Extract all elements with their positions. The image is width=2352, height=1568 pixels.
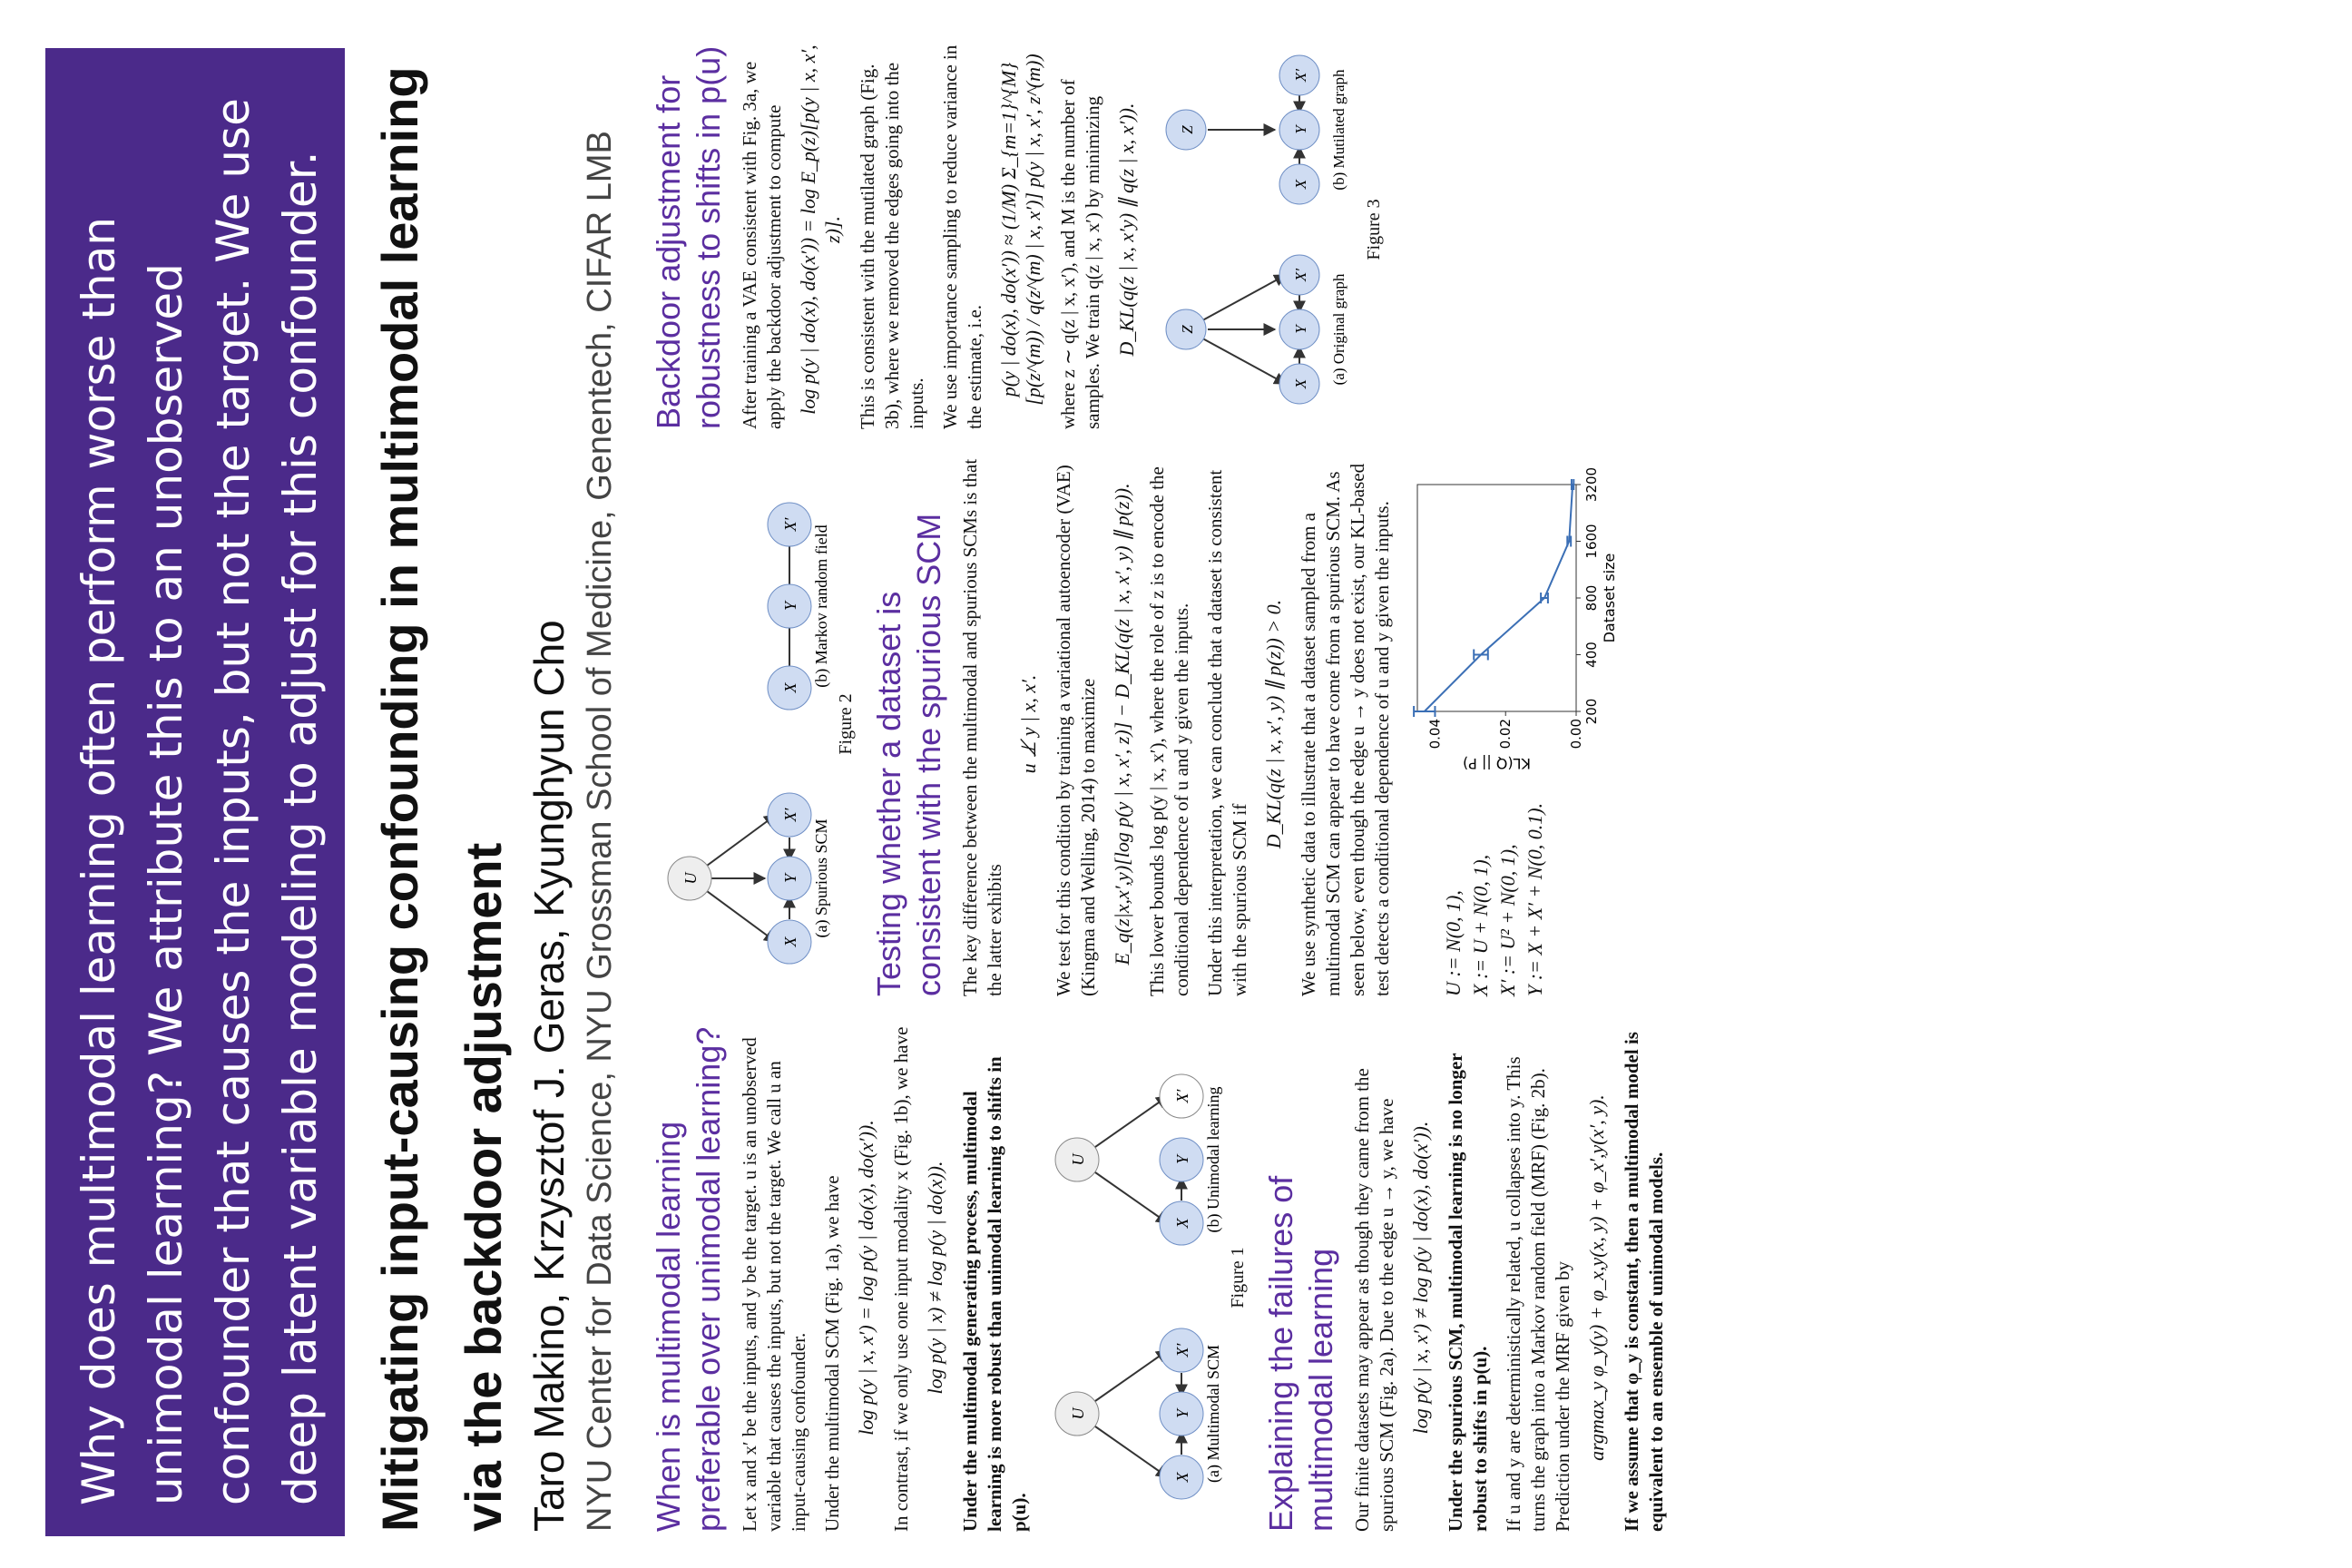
node-label: X bbox=[1173, 1472, 1191, 1483]
figure-caption: Figure 2 bbox=[836, 693, 856, 755]
node-label: Y bbox=[781, 601, 799, 612]
paragraph: We use synthetic data to illustrate that a dataset sampled from a multimodal SCM can appear to have come from a spurious SCM. As seen below, even though the edge u → y does not exist, our KL-based test detects a conditional dependence of u and y given the inputs. bbox=[1298, 463, 1393, 996]
kl-chart bbox=[1404, 466, 1631, 775]
section-title-multimodal-preferable: When is multimodal learning preferable over unimodal learning? bbox=[650, 1026, 727, 1532]
section-title-backdoor: Backdoor adjustment for robustness to shifts in p(u) bbox=[650, 45, 727, 429]
node-label: Y bbox=[1292, 325, 1309, 334]
y-tick-label: 0.02 bbox=[1497, 719, 1514, 750]
paragraph: This lower bounds log p(y | x, x′), where the role of z is to encode the conditional dependence of u and y given the inputs. bbox=[1146, 466, 1192, 996]
figure-1 bbox=[1041, 1024, 1250, 1532]
banner-text: Why does multimodal learning often perform worse than unimodal learning? We attribute this to an unobserved confounder that causes the inputs, but not the target. We use deep latent variable modeling to adjust for this confounder. bbox=[73, 98, 327, 1505]
equation: u ⊥̸ y | x, x′. bbox=[1017, 674, 1040, 774]
series-line bbox=[1425, 485, 1573, 711]
plot-frame bbox=[1417, 485, 1576, 711]
node-label: Y bbox=[1173, 1408, 1191, 1419]
subfigure-caption: (a) Multimodal SCM bbox=[1204, 1345, 1222, 1483]
y-tick-label: 0.00 bbox=[1568, 719, 1584, 750]
x-tick-label: 800 bbox=[1583, 584, 1600, 612]
node-label: X′ bbox=[1292, 68, 1309, 83]
equation: log p(y | do(x), do(x′)) = log E_p(z)[p(y | x, x′, z)]. bbox=[797, 44, 844, 415]
equation: D_KL(q(z | x, x′y) ∥ q(z | x, x′)). bbox=[1115, 103, 1138, 357]
x-axis-label: Dataset size bbox=[1601, 553, 1618, 643]
x-tick-label: 3200 bbox=[1583, 466, 1600, 503]
paragraph: This is consistent with the mutilated graph (Fig. 3b), where we removed the edges going into the inputs. bbox=[857, 62, 927, 429]
subfigure-caption: (b) Markov random field bbox=[812, 524, 830, 688]
node-label: X′ bbox=[781, 808, 799, 822]
equation: argmax_y φ_y(y) + φ_x,y(x, y) + φ_x′,y(x′, y). bbox=[1585, 1094, 1608, 1461]
paragraph: After training a VAE consistent with Fig. 3a, we apply the backdoor adjustment to compute bbox=[739, 61, 785, 429]
subfigure-caption: (b) Mutilated graph bbox=[1330, 69, 1348, 191]
figure-1-graphs bbox=[1041, 1024, 1222, 1532]
node-label: Z bbox=[1179, 125, 1196, 134]
section-title-failures: Explaining the failures of multimodal learning bbox=[1262, 1175, 1339, 1532]
y-tick-label: 0.04 bbox=[1426, 719, 1444, 750]
scm-equations bbox=[1404, 788, 1549, 996]
figure-3-graphs bbox=[1150, 30, 1358, 429]
equation: D_KL(q(z | x, x′, y) ∥ p(z)) > 0. bbox=[1262, 599, 1285, 849]
paragraph: Let x and x′ be the inputs, and y be the target. u is an unobserved variable that causes the inputs, but not the target. We call u an input-causing confounder. bbox=[739, 1037, 809, 1532]
scm-line: Y := X + X′ + N(0, 0.1). bbox=[1524, 802, 1546, 996]
equation: log p(y | x, x′) ≠ log p(y | do(x), do(x′)). bbox=[1409, 1121, 1432, 1435]
node-label: X′ bbox=[1173, 1343, 1191, 1357]
node-label: X bbox=[1292, 179, 1309, 190]
paragraph: We use importance sampling to reduce variance in the estimate, i.e. bbox=[939, 44, 985, 429]
column-2 bbox=[649, 452, 1631, 996]
paragraph: Under this interpretation, we can conclude that a dataset is consistent with the spurious SCM if bbox=[1204, 469, 1250, 996]
node-label: X′ bbox=[1292, 268, 1309, 282]
node-label: U bbox=[1069, 1407, 1087, 1420]
equation: log p(y | x) ≠ log p(y | do(x)). bbox=[924, 1161, 946, 1395]
paper-title: Mitigating input-causing confounding in multimodal learning via the backdoor adjustment bbox=[371, 66, 512, 1532]
node-label: Y bbox=[1292, 125, 1309, 134]
x-tick-label: 200 bbox=[1583, 698, 1600, 725]
node-label: X bbox=[781, 682, 799, 693]
column-1 bbox=[649, 1024, 1678, 1532]
node-label: U bbox=[1069, 1153, 1087, 1166]
subfigure-caption: (a) Spurious SCM bbox=[812, 818, 830, 938]
summary-banner bbox=[45, 48, 345, 1536]
subfigure-caption: (a) Original graph bbox=[1330, 273, 1348, 386]
column-3 bbox=[649, 30, 1397, 429]
node-label: Y bbox=[781, 873, 799, 884]
node-label: X′ bbox=[781, 517, 799, 532]
figure-3 bbox=[1150, 30, 1387, 429]
equation: E_q(z|x,x′,y)[log p(y | x, x′, z)] − D_KL(q(z | x, x′, y) ∥ p(z)). bbox=[1111, 483, 1133, 965]
paragraph: The key difference between the multimodal and spurious SCMs is that the latter exhibits bbox=[959, 458, 1005, 996]
paragraph: If u and y are deterministically related, u collapses into y. This turns the graph into a Markov random field (MRF) (Fig. 2b). Prediction under the MRF given by bbox=[1503, 1056, 1573, 1532]
figure-caption: Figure 1 bbox=[1228, 1247, 1248, 1308]
key-statement: Under the spurious SCM, multimodal learning is no longer robust to shifts in p(u). bbox=[1445, 1053, 1491, 1532]
paragraph: Under the multimodal SCM (Fig. 1a), we have bbox=[821, 1175, 843, 1532]
figure-2-graphs bbox=[658, 452, 830, 996]
node-label: U bbox=[681, 872, 700, 885]
section-title-testing: Testing whether a dataset is consistent with the spurious SCM bbox=[870, 513, 947, 996]
author-list: Taro Makino, Krzysztof J. Geras, Kyunghyun Cho bbox=[525, 620, 573, 1532]
equation: p(y | do(x), do(x′)) ≈ (1/M) Σ_{m=1}^{M} [p(z^(m)) / q(z^(m) | x, x′)] p(y | x, x′, z^(m)) bbox=[997, 54, 1044, 406]
paragraph: where z ∼ q(z | x, x′), and M is the number of samples. We train q(z | x, x′) by minimizing bbox=[1057, 79, 1103, 429]
node-label: X bbox=[781, 936, 799, 947]
scm-line: X′ := U² + N(0, 1), bbox=[1496, 844, 1519, 996]
node-label: Z bbox=[1179, 325, 1196, 334]
x-tick-label: 400 bbox=[1583, 642, 1600, 668]
equation: log p(y | x, x′) = log p(y | do(x), do(x′)). bbox=[855, 1120, 877, 1436]
node-label: X bbox=[1292, 378, 1309, 389]
scm-line: X := U + N(0, 1), bbox=[1469, 854, 1492, 996]
affiliations: NYU Center for Data Science, NYU Grossman School of Medicine, Genentech, CIFAR LMB bbox=[581, 131, 619, 1532]
paragraph: Our finite datasets may appear as though they came from the spurious SCM (Fig. 2a). Due to the edge u → y, we have bbox=[1351, 1068, 1397, 1532]
key-statement: If we assume that φ_y is constant, then a multimodal model is equivalent to an ensemble of unimodal models. bbox=[1621, 1032, 1667, 1532]
figure-caption: Figure 3 bbox=[1364, 199, 1384, 260]
node-label: Y bbox=[1173, 1154, 1191, 1165]
paragraph: We test for this condition by training a variational autoencoder (VAE) (Kingma and Welling, 2014) to maximize bbox=[1053, 465, 1099, 996]
paragraph: In contrast, if we only use one input modality x (Fig. 1b), we have bbox=[890, 1026, 912, 1532]
x-tick-label: 1600 bbox=[1583, 524, 1600, 559]
node-label: X′ bbox=[1173, 1089, 1191, 1103]
scm-line: U := N(0, 1), bbox=[1442, 890, 1465, 996]
figure-2 bbox=[658, 452, 858, 996]
key-statement: Under the multimodal generating process, multimodal learning is more robust than unimodal learning to shifts in p(u). bbox=[959, 1056, 1030, 1532]
y-axis-label: KL(Q || P) bbox=[1462, 755, 1532, 772]
synthetic-example bbox=[1404, 452, 1631, 996]
node-label: X bbox=[1173, 1218, 1191, 1229]
subfigure-caption: (b) Unimodal learning bbox=[1204, 1086, 1222, 1233]
